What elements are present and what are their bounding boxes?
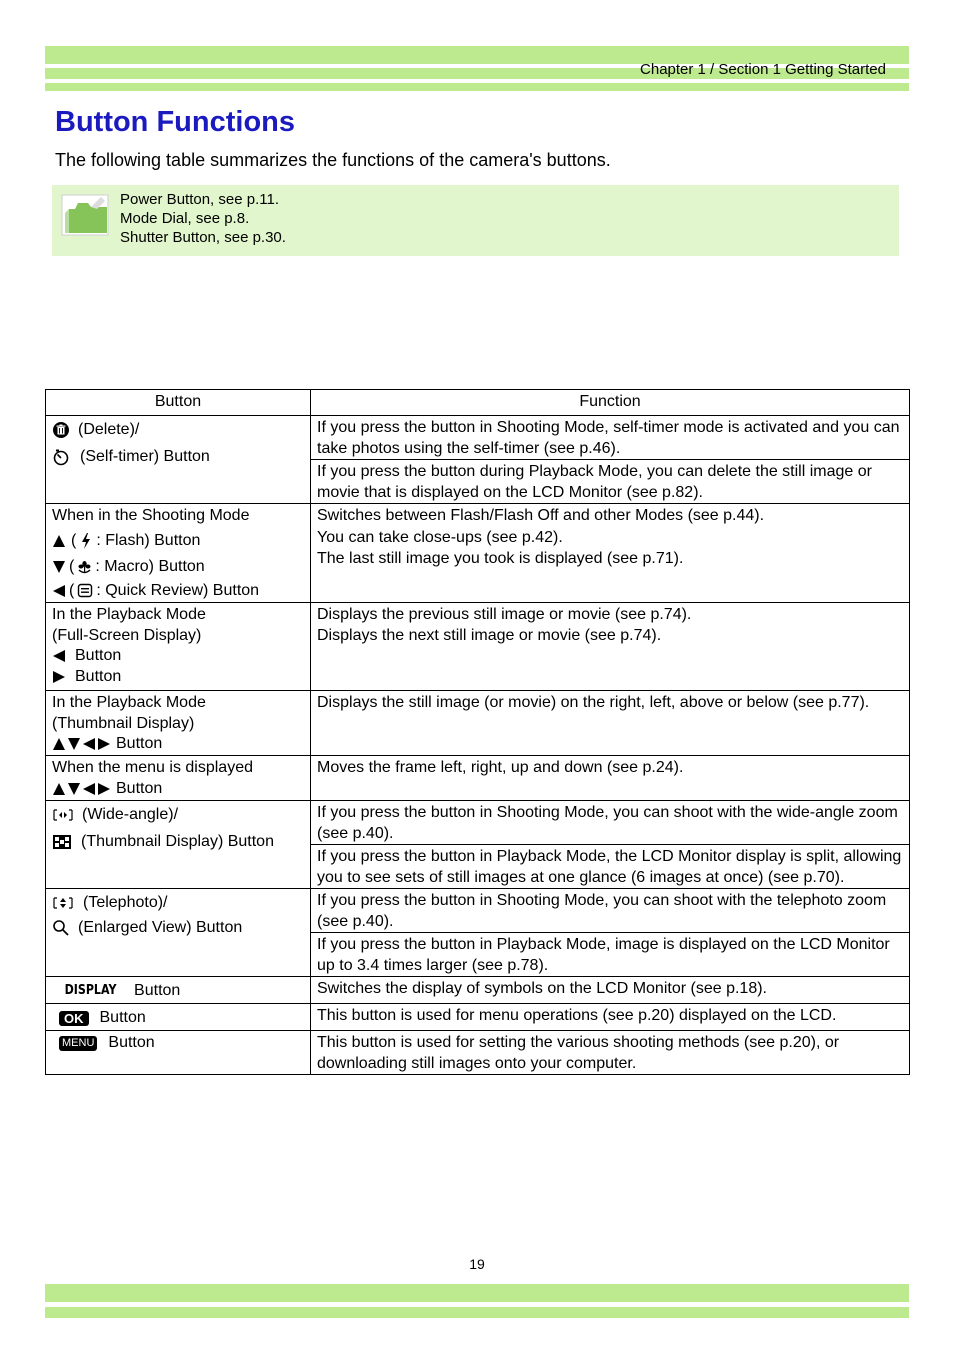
flash-icon <box>79 533 93 549</box>
chapter-header: Chapter 1 / Section 1 Getting Started <box>640 61 886 78</box>
quick-review-button-label: : Quick Review) Button <box>96 581 260 599</box>
table-row <box>46 1004 910 1031</box>
table-row <box>46 889 910 933</box>
function-cell: If you press the button in Shooting Mode, you can shoot with the telephoto zoom (see p.40). <box>311 889 910 933</box>
wide-angle-icon <box>52 807 74 823</box>
footer-band-bottom <box>45 1307 909 1318</box>
button-cell-playback-full <box>46 603 311 691</box>
button-cell-ok <box>46 1004 311 1031</box>
telephoto-icon <box>52 895 74 911</box>
left-arrow-icon <box>52 584 66 598</box>
right-arrow-icon <box>97 737 111 751</box>
function-cell: This button is used for menu operations (see p.20) displayed on the LCD. <box>311 1004 910 1031</box>
function-line: Displays the previous still image or movie (see p.74). <box>317 606 692 623</box>
ok-button-label: Button <box>99 1009 146 1026</box>
macro-icon <box>77 560 92 575</box>
function-line: You can take close-ups (see p.42). <box>317 528 563 546</box>
down-arrow-icon <box>67 782 81 796</box>
trash-icon <box>52 421 70 439</box>
mode-heading: In the Playback Mode <box>52 606 206 623</box>
button-cell-menu-displayed <box>46 756 311 801</box>
down-arrow-icon <box>67 737 81 751</box>
quick-review-icon <box>77 583 93 598</box>
shooting-mode-heading: When in the Shooting Mode <box>52 507 250 524</box>
magnifier-icon <box>52 919 70 937</box>
mode-subheading: (Thumbnail Display) <box>52 714 195 732</box>
up-arrow-icon <box>52 534 66 548</box>
menu-key: MENU <box>59 1036 97 1051</box>
table-header-row <box>46 390 910 416</box>
display-key: DISPLAY <box>64 983 117 998</box>
table-row <box>46 691 910 756</box>
page-title: Button Functions <box>55 106 296 138</box>
function-cell: If you press the button in Playback Mode, the LCD Monitor display is split, allowing you to see sets of still images at one glance (6 images at once) (see p.70). <box>311 845 910 889</box>
table-row <box>46 756 910 801</box>
menu-button-label: Button <box>108 1034 155 1051</box>
up-arrow-icon <box>52 782 66 796</box>
telephoto-label: (Telephoto)/ <box>83 894 168 911</box>
delete-label: (Delete)/ <box>78 421 140 438</box>
intro-text: The following table summarizes the functions of the camera's buttons. <box>55 150 611 170</box>
right-arrow-icon <box>52 670 66 684</box>
button-cell-display <box>46 977 311 1004</box>
function-cell <box>311 603 910 691</box>
self-timer-label: (Self-timer) Button <box>80 447 210 465</box>
reference-note <box>52 185 899 256</box>
function-cell: If you press the button in Shooting Mode, self-timer mode is activated and you can take photos using the self-timer (see p.46). <box>311 416 910 460</box>
function-cell: If you press the button in Shooting Mode, you can shoot with the wide-angle zoom (see p.40). <box>311 801 910 845</box>
up-arrow-icon <box>52 737 66 751</box>
down-arrow-icon <box>52 560 66 574</box>
function-cell: Moves the frame left, right, up and down (see p.24). <box>311 756 910 801</box>
thumbnail-icon <box>52 834 72 850</box>
button-functions-table <box>45 389 910 1075</box>
right-arrow-icon <box>97 782 111 796</box>
thumbnail-display-label: (Thumbnail Display) Button <box>81 832 274 850</box>
display-button-label: Button <box>134 982 181 999</box>
function-cell <box>311 504 910 603</box>
reference-item: Power Button, see p.11. <box>120 191 279 208</box>
macro-button-label: : Macro) Button <box>95 558 205 575</box>
table-row <box>46 801 910 845</box>
table-row <box>46 504 910 603</box>
button-cell-delete <box>46 416 311 504</box>
reference-item: Mode Dial, see p.8. <box>120 210 250 227</box>
column-header-function: Function <box>311 390 910 416</box>
function-cell: If you press the button during Playback Mode, you can delete the still image or movie that is displayed on the LCD Monitor (see p.82). <box>311 460 910 504</box>
arrow-button-label: Button <box>116 779 163 797</box>
arrow-button-label: Button <box>116 735 163 752</box>
function-line: Displays the next still image or movie (see p.74). <box>317 626 662 644</box>
ok-key: OK <box>59 1011 89 1026</box>
enlarged-view-label: (Enlarged View) Button <box>78 918 243 936</box>
reference-item: Shutter Button, see p.30. <box>120 229 286 246</box>
flash-button-label: : Flash) Button <box>96 531 201 549</box>
mode-heading: In the Playback Mode <box>52 694 206 711</box>
header-band-bottom <box>45 83 909 91</box>
note-folder-icon <box>61 193 109 237</box>
left-button-label: Button <box>75 647 122 664</box>
footer-band-top <box>45 1284 909 1302</box>
page-number: 19 <box>469 1256 485 1272</box>
left-arrow-icon <box>82 737 96 751</box>
function-line: Switches between Flash/Flash Off and other Modes (see p.44). <box>317 507 765 524</box>
table-row <box>46 1031 910 1075</box>
button-cell-menu <box>46 1031 311 1075</box>
function-line: The last still image you took is displayed (see p.71). <box>317 550 684 567</box>
table-row <box>46 977 910 1004</box>
function-cell: If you press the button in Playback Mode, image is displayed on the LCD Monitor up to 3.4 times larger (see p.78). <box>311 933 910 977</box>
mode-subheading: (Full-Screen Display) <box>52 626 202 644</box>
left-arrow-icon <box>82 782 96 796</box>
button-cell-shooting: When in the Shooting Mode ( : Flash) Button ( : Macro) Button ( : Quick Review) Button <box>46 504 311 603</box>
button-cell-wide <box>46 801 311 889</box>
right-button-label: Button <box>75 667 122 685</box>
left-arrow-icon <box>52 649 66 663</box>
mode-heading: When the menu is displayed <box>52 759 253 776</box>
button-cell-playback-thumb <box>46 691 311 756</box>
button-cell-tele <box>46 889 311 977</box>
function-cell: This button is used for setting the various shooting methods (see p.20), or downloading still images onto your computer. <box>311 1031 910 1075</box>
table-row <box>46 416 910 460</box>
reference-list <box>120 190 286 247</box>
wide-angle-label: (Wide-angle)/ <box>82 806 179 823</box>
function-cell: Displays the still image (or movie) on the right, left, above or below (see p.77). <box>311 691 910 756</box>
function-cell: Switches the display of symbols on the LCD Monitor (see p.18). <box>311 977 910 1004</box>
table-row <box>46 603 910 691</box>
column-header-button: Button <box>46 390 311 416</box>
self-timer-icon <box>52 448 70 466</box>
